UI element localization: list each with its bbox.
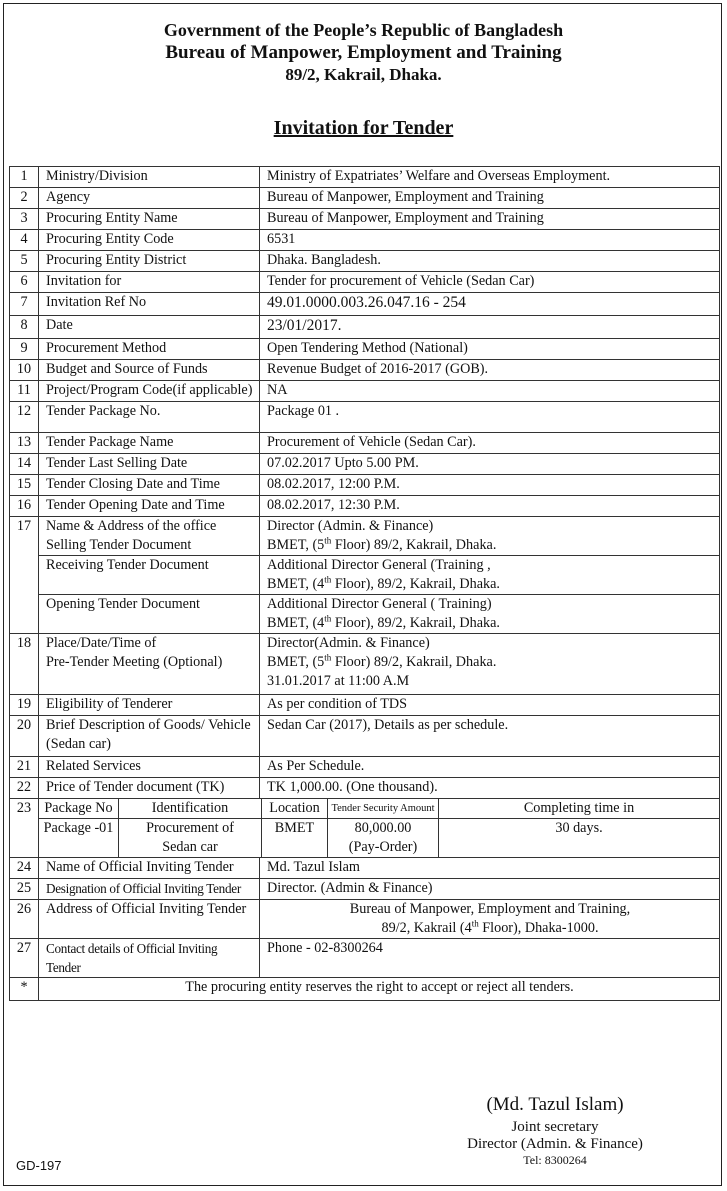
table-row: 15 Tender Closing Date and Time 08.02.2017, 12:00 P.M. <box>10 475 720 496</box>
table-row: 24 Name of Official Inviting Tender Md. Tazul Islam <box>10 858 720 879</box>
table-row: Receiving Tender Document Additional Director General (Training , BMET, (4th Floor), 89/2, Kakrail, Dhaka. <box>10 556 720 595</box>
table-row: 3 Procuring Entity Name Bureau of Manpower, Employment and Training <box>10 209 720 230</box>
signature-title: Joint secretary <box>511 1119 599 1135</box>
table-row: 2 Agency Bureau of Manpower, Employment and Training <box>10 188 720 209</box>
table-row: 8 Date 23/01/2017. <box>10 316 720 339</box>
page-title: Invitation for Tender <box>273 117 454 139</box>
table-row: 22 Price of Tender document (TK) TK 1,000.00. (One thousand). <box>10 778 720 799</box>
table-row: 10 Budget and Source of Funds Revenue Budget of 2016-2017 (GOB). <box>10 360 720 381</box>
signature-tel: Tel: 8300264 <box>523 1153 587 1167</box>
package-table: Package No Identification Location Tender Security Amount Completing time in Package -01 Procurement of Sedan car BMET 80,000.00 (Pay-Order) 30 days. <box>39 799 719 857</box>
table-row: 1 Ministry/Division Ministry of Expatriates’ Welfare and Overseas Employment. <box>10 167 720 188</box>
table-row: 27 Contact details of Official Inviting Tender Phone - 02-8300264 <box>10 939 720 978</box>
table-row: 14 Tender Last Selling Date 07.02.2017 Upto 5.00 PM. <box>10 454 720 475</box>
table-row: 16 Tender Opening Date and Time 08.02.2017, 12:30 P.M. <box>10 496 720 517</box>
table-row: 21 Related Services As Per Schedule. <box>10 757 720 778</box>
table-row: 11 Project/Program Code(if applicable) NA <box>10 381 720 402</box>
table-row: 18 Place/Date/Time of Pre-Tender Meeting (Optional) Director(Admin. & Finance) BMET, (5th Floor) 89/2, Kakrail, Dhaka. 31.01.2017 at 11:00 A.M <box>10 634 720 695</box>
table-row: 5 Procuring Entity District Dhaka. Bangladesh. <box>10 251 720 272</box>
table-row: * The procuring entity reserves the right to accept or reject all tenders. <box>10 978 720 1001</box>
table-row: 19 Eligibility of Tenderer As per condition of TDS <box>10 695 720 716</box>
table-row: 6 Invitation for Tender for procurement of Vehicle (Sedan Car) <box>10 272 720 293</box>
tender-table <box>9 166 720 1001</box>
signature-block <box>430 1094 680 1168</box>
header-bureau: Bureau of Manpower, Employment and Training <box>165 42 562 63</box>
header-address: 89/2, Kakrail, Dhaka. <box>285 65 442 84</box>
table-row: 9 Procurement Method Open Tendering Method (National) <box>10 339 720 360</box>
table-row: 25 Designation of Official Inviting Tender Director. (Admin & Finance) <box>10 879 720 900</box>
table-row: 26 Address of Official Inviting Tender Bureau of Manpower, Employment and Training, 89/2, Kakrail (4th Floor), Dhaka-1000. <box>10 900 720 939</box>
header-government: Government of the People’s Republic of Bangladesh <box>163 20 564 40</box>
table-row: 23 Package No Identification Location Tender Security Amount Completing time in Package -01 Procurement of Sedan car BMET 80,000.00 (Pay-Order) 30 days. <box>10 799 720 858</box>
table-row: 17 Name & Address of the office Selling Tender Document Director (Admin. & Finance) BMET, (5th Floor) 89/2, Kakrail, Dhaka. <box>10 517 720 556</box>
table-row: 7 Invitation Ref No 49.01.0000.003.26.047.16 - 254 <box>10 293 720 316</box>
table-row: 13 Tender Package Name Procurement of Vehicle (Sedan Car). <box>10 433 720 454</box>
table-row: 4 Procuring Entity Code 6531 <box>10 230 720 251</box>
table-row: Opening Tender Document Additional Director General ( Training) BMET, (4th Floor), 89/2, Kakrail, Dhaka. <box>10 595 720 634</box>
gd-code: GD-197 <box>16 1158 62 1173</box>
table-row: 12 Tender Package No. Package 01 . <box>10 402 720 433</box>
signature-designation: Director (Admin. & Finance) <box>467 1136 643 1152</box>
table-row: 20 Brief Description of Goods/ Vehicle (Sedan car) Sedan Car (2017), Details as per schedule. <box>10 716 720 757</box>
signature-name: (Md. Tazul Islam) <box>486 1094 624 1115</box>
